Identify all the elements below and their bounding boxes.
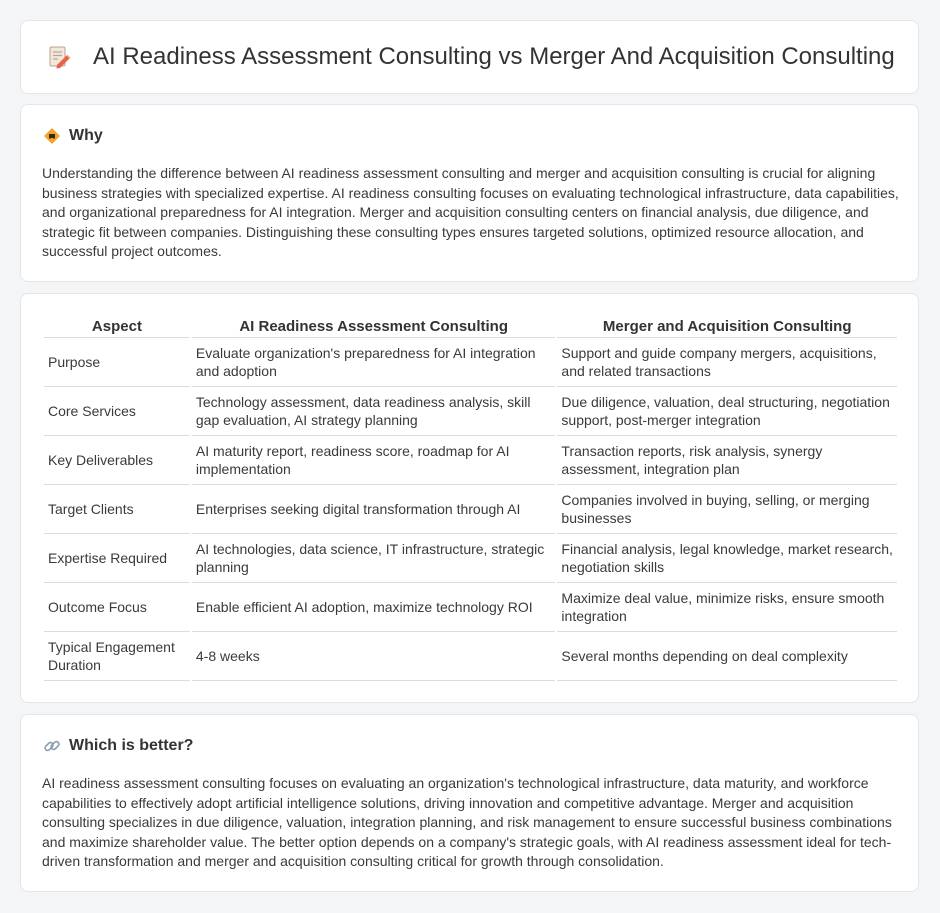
row-aspect: Expertise Required	[44, 534, 190, 583]
row-ma-value: Companies involved in buying, selling, or merging businesses	[557, 485, 897, 534]
title-card	[20, 20, 919, 94]
row-ai-value: Technology assessment, data readiness analysis, skill gap evaluation, AI strategy planning	[192, 387, 556, 436]
link-icon	[43, 737, 61, 755]
why-heading-row	[43, 127, 103, 145]
row-ai-value: AI maturity report, readiness score, roadmap for AI implementation	[192, 436, 556, 485]
header-merger-acquisition: Merger and Acquisition Consulting	[557, 316, 897, 338]
comparison-section	[20, 293, 919, 703]
table-row	[44, 436, 897, 485]
row-ai-value: AI technologies, data science, IT infrastructure, strategic planning	[192, 534, 556, 583]
diamond-sign-icon	[43, 127, 61, 145]
row-ai-value: 4-8 weeks	[192, 632, 556, 681]
row-aspect: Purpose	[44, 338, 190, 387]
table-row	[44, 485, 897, 534]
comparison-table	[42, 316, 899, 681]
header-ai-readiness: AI Readiness Assessment Consulting	[192, 316, 556, 338]
row-aspect: Core Services	[44, 387, 190, 436]
document-edit-icon	[45, 43, 73, 71]
row-ai-value: Evaluate organization's preparedness for AI integration and adoption	[192, 338, 556, 387]
why-section	[20, 104, 919, 282]
title-row	[45, 43, 895, 71]
table-row	[44, 583, 897, 632]
table-header-row	[44, 316, 897, 338]
table-row	[44, 338, 897, 387]
row-ai-value: Enterprises seeking digital transformation through AI	[192, 485, 556, 534]
why-text: Understanding the difference between AI readiness assessment consulting and merger and acquisition consulting is crucial for aligning business strategies with specialized expertise. AI readiness consulting focuses on evaluating technological infrastructure, data capabilities, and organizational preparedness for AI integration. Merger and acquisition consulting centers on financial analysis, due diligence, and strategic fit between companies. Distinguishing these consulting types ensures targeted solutions, optimized resource allocation, and successful project outcomes.	[42, 165, 899, 260]
row-ma-value: Support and guide company mergers, acquisitions, and related transactions	[557, 338, 897, 387]
better-heading: Which is better?	[69, 737, 194, 754]
row-ma-value: Maximize deal value, minimize risks, ensure smooth integration	[557, 583, 897, 632]
page-title: AI Readiness Assessment Consulting vs Merger And Acquisition Consulting	[93, 43, 895, 70]
which-better-section	[20, 714, 919, 892]
row-ma-value: Several months depending on deal complexity	[557, 632, 897, 681]
row-ma-value: Financial analysis, legal knowledge, market research, negotiation skills	[557, 534, 897, 583]
why-heading: Why	[69, 127, 103, 144]
row-ma-value: Transaction reports, risk analysis, synergy assessment, integration plan	[557, 436, 897, 485]
row-ai-value: Enable efficient AI adoption, maximize technology ROI	[192, 583, 556, 632]
better-text: AI readiness assessment consulting focuses on evaluating an organization's technological infrastructure, data maturity, and workforce capabilities to effectively adopt artificial intelligence solutions, driving innovation and competitive advantage. Merger and acquisition consulting specializes in due diligence, valuation, integration planning, and risk management to ensure successful business combinations and maximize shareholder value. The better option depends on a company's strategic goals, with AI readiness assessment ideal for tech-driven transformation and merger and acquisition consulting critical for growth through consolidation.	[42, 775, 892, 870]
table-row	[44, 632, 897, 681]
table-row	[44, 534, 897, 583]
row-aspect: Key Deliverables	[44, 436, 190, 485]
row-aspect: Outcome Focus	[44, 583, 190, 632]
row-aspect: Typical Engagement Duration	[44, 632, 190, 681]
header-aspect: Aspect	[44, 316, 190, 338]
row-ma-value: Due diligence, valuation, deal structuring, negotiation support, post-merger integration	[557, 387, 897, 436]
better-heading-row	[43, 737, 193, 755]
table-row	[44, 387, 897, 436]
row-aspect: Target Clients	[44, 485, 190, 534]
